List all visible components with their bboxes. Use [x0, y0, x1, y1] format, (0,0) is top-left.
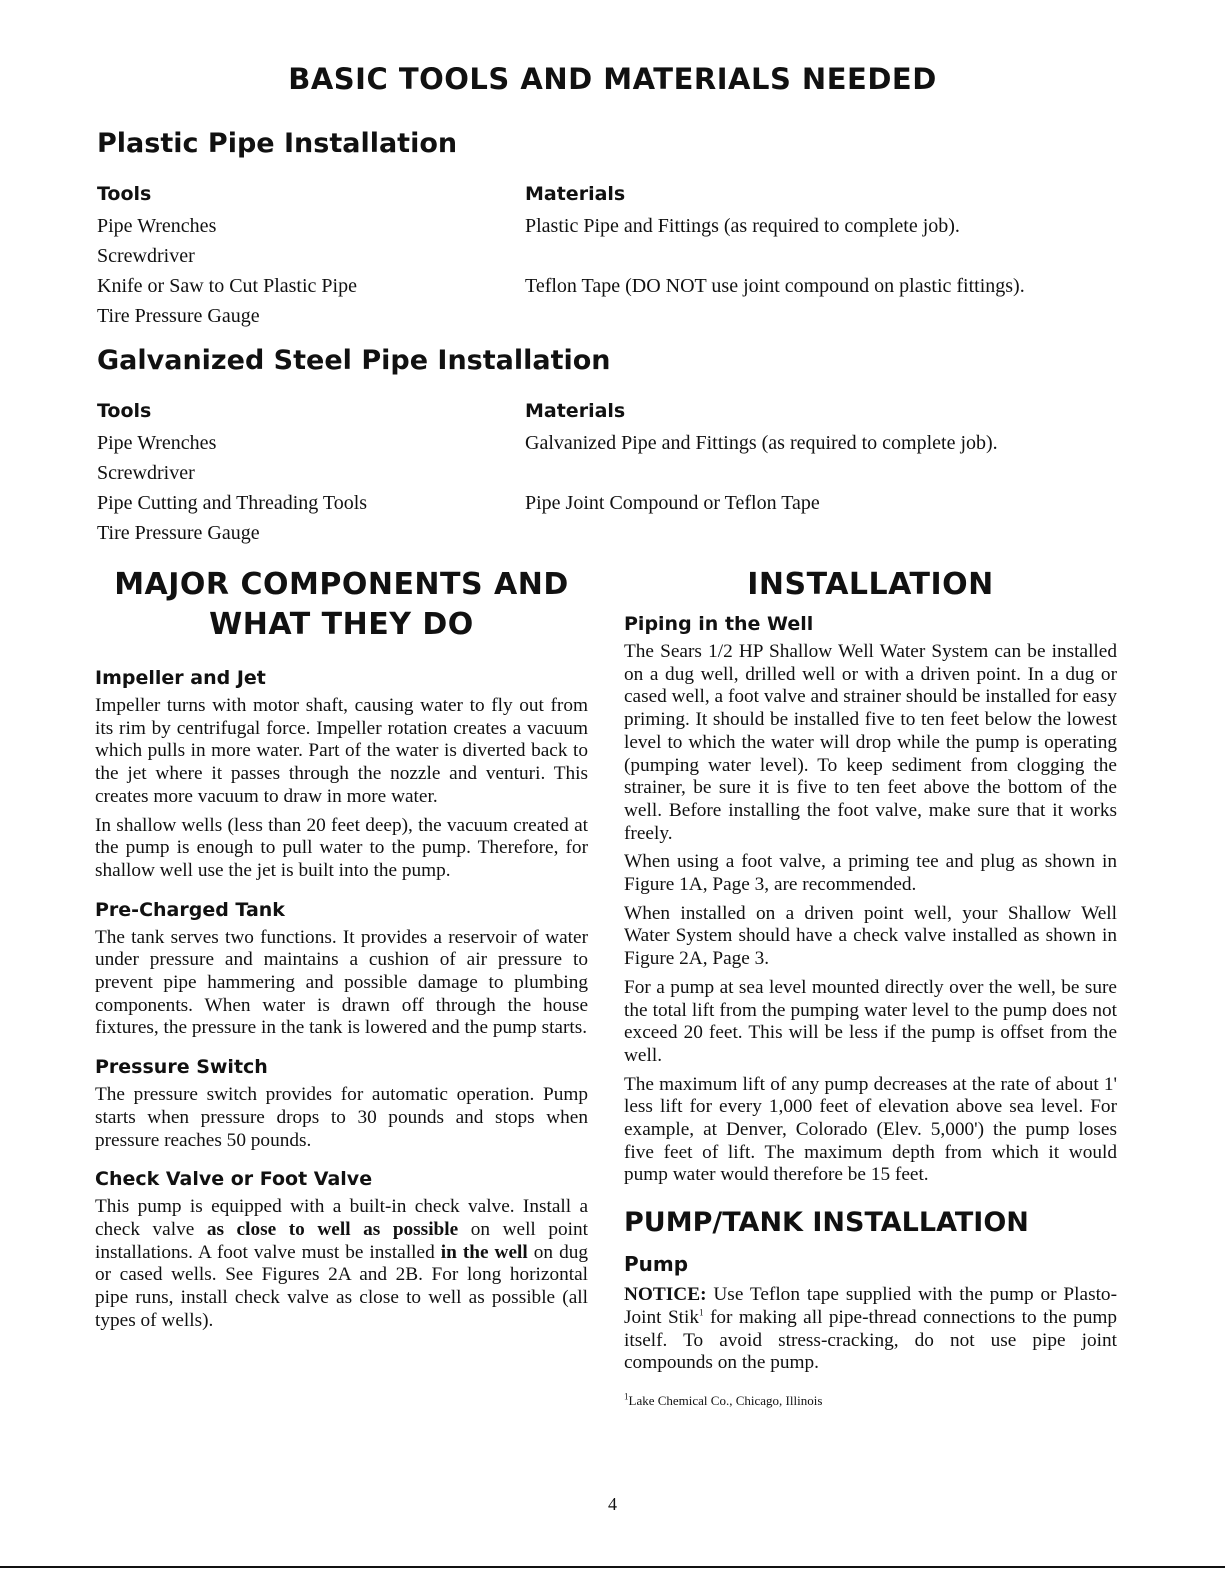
plastic-heading: Plastic Pipe Installation [97, 128, 458, 159]
galvanized-heading: Galvanized Steel Pipe Installation [97, 345, 611, 376]
list-item: Pipe Joint Compound or Teflon Tape [525, 492, 820, 514]
footnote: $^1$Lake Chemical Co., Chicago, Illinois [624, 1391, 823, 1408]
list-item: Screwdriver [97, 245, 195, 267]
emphasis-text: in the well [440, 1241, 528, 1263]
valve-paragraph: This pump is equipped with a built-in check valve. Install a check valve as close to well as possible on well point installations. A foot valve must be installed in the well on dug or cased wells. See Figures 2A and 2B. For long horizontal pipe runs, install check valve as close to well as possible (all types of wells). [95, 1196, 588, 1331]
emphasis-text: as close to well as possible [206, 1218, 459, 1240]
list-item: Teflon Tape (DO NOT use joint compound on plastic fittings). [525, 275, 1025, 297]
impeller-heading: Impeller and Jet [95, 667, 266, 689]
pump-heading: Pump [624, 1252, 689, 1277]
galvanized-materials-label: Materials [525, 400, 626, 422]
notice-label: NOTICE: [624, 1284, 707, 1306]
plastic-tools-label: Tools [97, 183, 152, 205]
page-number: 4 [608, 1494, 617, 1514]
installation-title: INSTALLATION [747, 567, 994, 602]
list-item: Tire Pressure Gauge [97, 305, 260, 327]
bottom-rule [0, 1566, 1225, 1568]
valve-heading: Check Valve or Foot Valve [95, 1168, 373, 1191]
switch-heading: Pressure Switch [95, 1056, 268, 1079]
list-item: Pipe Wrenches [97, 432, 217, 454]
installation-paragraph-4: For a pump at sea level mounted directly over the well, be sure the total lift from the pumping water level to the pump does not exceed 20 feet. This will be less if the pump is offset from the well. [624, 976, 1117, 1066]
components-column [95, 565, 588, 1338]
list-item: Tire Pressure Gauge [97, 522, 260, 544]
list-item: Knife or Saw to Cut Plastic Pipe [97, 275, 357, 297]
impeller-paragraph-1: Impeller turns with motor shaft, causing water to fly out from its rim by centrifugal force. Impeller rotation creates a vacuum which pulls in more water. Part of the water is diverted back to the jet where it passes through the nozzle and venturi. This creates more vacuum to draw in more water. [95, 695, 588, 807]
installation-paragraph-1: The Sears 1/2 HP Shallow Well Water System can be installed on a dug well, drilled well or with a driven point. In a dug or cased well, a foot valve and strainer should be installed for easy priming. It should be installed five to ten feet below the lowest level to which the water will drop while the pump is operating (pumping water level). To keep sediment from clogging the strainer, be sure it is five to ten feet above the bottom of the well. Before installing the foot valve, make sure that it works freely. [624, 641, 1117, 844]
galvanized-tools-label: Tools [97, 400, 152, 422]
components-title-line1: MAJOR COMPONENTS AND [114, 567, 569, 602]
footnote-marker: 1 [624, 1391, 629, 1402]
installation-paragraph-3: When installed on a driven point well, your Shallow Well Water System should have a check valve installed as shown in Figure 2A, Page 3. [624, 902, 1117, 970]
impeller-paragraph-2: In shallow wells (less than 20 feet deep), the vacuum created at the pump is enough to pull water to the pump. Therefore, for shallow well use the jet is built into the pump. [95, 814, 588, 881]
piping-heading: Piping in the Well [624, 613, 814, 635]
plastic-materials-label: Materials [525, 183, 626, 205]
components-title-line2: WHAT THEY DO [209, 607, 474, 642]
list-item: Screwdriver [97, 462, 195, 484]
list-item: Plastic Pipe and Fittings (as required to complete job). [525, 215, 960, 237]
galvanized-materials-list [525, 428, 998, 518]
galvanized-tools-list [97, 428, 367, 548]
tank-paragraph: The tank serves two functions. It provides a reservoir of water under pressure and maintains a cushion of air pressure to prevent pipe hammering and possible damage to plumbing components. When water is drawn off through the house fixtures, the pressure in the tank is lowered and the pump starts. [95, 926, 588, 1039]
list-item: Pipe Wrenches [97, 215, 217, 237]
list-item: Galvanized Pipe and Fittings (as required to complete job). [525, 432, 998, 454]
notice-paragraph: NOTICE: Use Teflon tape supplied with the pump or Plasto-Joint Stik$^1$ for making all pipe-thread connections to the pump itself. To avoid stress-cracking, do not use pipe joint compounds on the pump. [624, 1284, 1117, 1374]
pump-tank-title: PUMP/TANK INSTALLATION [624, 1207, 1029, 1239]
plastic-materials-list [525, 211, 1025, 301]
list-item: Pipe Cutting and Threading Tools [97, 492, 368, 514]
installation-paragraph-2: When using a foot valve, a priming tee and plug as shown in Figure 1A, Page 3, are recommended. [624, 851, 1117, 896]
plastic-tools-list [97, 211, 357, 331]
installation-column [624, 565, 1117, 1409]
page-title: BASIC TOOLS AND MATERIALS NEEDED [288, 62, 937, 96]
footnote-marker: 1 [699, 1307, 704, 1318]
switch-paragraph: The pressure switch provides for automatic operation. Pump starts when pressure drops to 30 pounds and stops when pressure reaches 50 pounds. [95, 1084, 588, 1151]
tank-heading: Pre-Charged Tank [95, 898, 285, 921]
installation-paragraph-5: The maximum lift of any pump decreases at the rate of about 1' less lift for every 1,000 feet of elevation above sea level. For example, at Denver, Colorado (Elev. 5,000') the pump loses five feet of lift. The maximum depth from which it would pump water would therefore be 15 feet. [624, 1073, 1117, 1186]
